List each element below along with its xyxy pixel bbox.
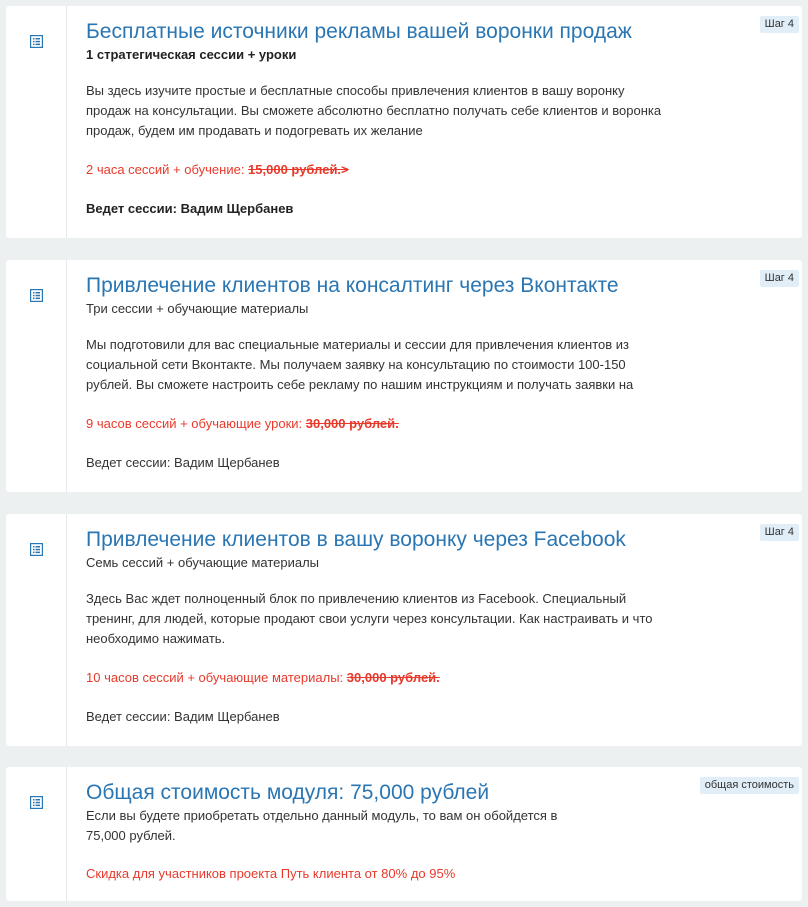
card-subtitle: Семь сессий + обучающие материалы [86,555,320,570]
card-content [67,6,667,238]
price-old: 15,000 рублей.> [248,162,349,177]
card-description: Мы подготовили для вас специальные материалы и сессии для привлечения клиентов из социальной сети Вконтакте. Мы получаем заявку на консультацию по стоимости 100-150 рублей. Вы сможете настроить себе рекламу по нашим инструкциям и получать заявки на [86,337,634,392]
card-content [67,767,667,901]
card-title[interactable]: Бесплатные источники рекламы вашей воронки продаж [86,20,632,43]
card-description: Здесь Вас ждет полноценный блок по привлечению клиентов из Facebook. Специальный тренинг, для людей, которые продают свои услуги через консультации. Как настраивать и что необходимо нажимать. [86,591,653,646]
module-card-free-sources [6,6,802,238]
card-title[interactable]: Привлечение клиентов в вашу воронку через Facebook [86,528,626,551]
price-label: 2 часа сессий + обучение: [86,162,249,177]
card-subtitle: Три сессии + обучающие материалы [86,301,309,316]
list-document-icon [30,543,43,556]
card-icon-column [6,514,67,746]
card-icon-column [6,767,67,901]
step-badge: Шаг 4 [760,16,799,33]
card-icon-column [6,260,67,492]
card-description: Если вы будете приобретать отдельно данный модуль, то вам он обойдется в 75,000 рублей. [86,808,558,843]
list-document-icon [30,796,43,809]
discount-text: Скидка для участников проекта Путь клиента от 80% до 95% [86,866,456,881]
card-host: Ведет сессии: Вадим Щербанев [86,201,294,216]
step-badge: Шаг 4 [760,524,799,541]
module-card-facebook [6,514,802,746]
module-total-card [6,767,802,901]
card-content [67,260,667,492]
card-host: Ведет сессии: Вадим Щербанев [86,455,280,470]
card-subtitle: 1 стратегическая сессии + уроки [86,47,297,62]
card-description: Вы здесь изучите простые и бесплатные способы привлечения клиентов в вашу воронку продаж на консультации. Вы сможете абсолютно бесплатно получать себе клиентов и воронка продаж, будем им продавать и подогревать их желание [86,83,662,138]
price-label: 9 часов сессий + обучающие уроки: [86,416,306,431]
list-document-icon [30,289,43,302]
card-price [86,414,667,434]
card-price [86,160,667,180]
card-content [67,514,667,746]
card-icon-column [6,6,67,238]
card-title[interactable]: Привлечение клиентов на консалтинг через Вконтакте [86,274,619,297]
price-old: 30,000 рублей. [305,416,399,431]
list-document-icon [30,35,43,48]
price-label: 10 часов сессий + обучающие материалы: [86,670,347,685]
module-card-vkontakte [6,260,802,492]
card-host: Ведет сессии: Вадим Щербанев [86,709,280,724]
card-price [86,668,667,688]
step-badge: Шаг 4 [760,270,799,287]
total-cost-badge: общая стоимость [700,777,799,794]
price-old: 30,000 рублей. [346,670,440,685]
card-title[interactable]: Общая стоимость модуля: 75,000 рублей [86,781,490,804]
